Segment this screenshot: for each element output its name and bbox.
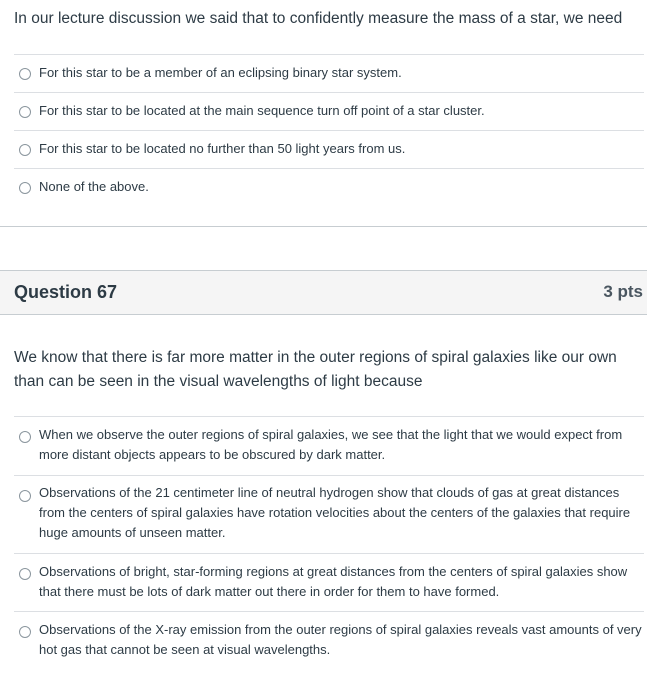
answer-option[interactable] bbox=[14, 168, 644, 206]
answer-label[interactable]: None of the above. bbox=[39, 179, 149, 194]
answer-label[interactable]: For this star to be located at the main sequence turn off point of a star cluster. bbox=[39, 103, 485, 118]
answer-option[interactable] bbox=[14, 92, 644, 130]
answer-option[interactable] bbox=[14, 54, 644, 92]
question-67-answers bbox=[14, 416, 644, 669]
radio-button[interactable] bbox=[19, 144, 31, 156]
answer-option[interactable] bbox=[14, 553, 644, 611]
radio-button[interactable] bbox=[19, 182, 31, 194]
radio-button[interactable] bbox=[19, 568, 31, 580]
question-67-header bbox=[0, 270, 647, 315]
question-66-answers bbox=[14, 54, 644, 206]
answer-option[interactable] bbox=[14, 416, 644, 475]
radio-button[interactable] bbox=[19, 106, 31, 118]
question-66-text: In our lecture discussion we said that to confidently measure the mass of a star, we need bbox=[14, 10, 623, 27]
answer-label[interactable]: Observations of bright, star-forming regions at great distances from the centers of spiral galaxies show that there must be lots of dark matter out there in order for them to have formed. bbox=[39, 564, 628, 599]
question-title: Question 67 bbox=[14, 282, 118, 302]
radio-button[interactable] bbox=[19, 626, 31, 638]
answer-option[interactable] bbox=[14, 475, 644, 553]
radio-button[interactable] bbox=[19, 431, 31, 443]
radio-button[interactable] bbox=[19, 490, 31, 502]
answer-option[interactable] bbox=[14, 130, 644, 168]
question-divider bbox=[0, 226, 647, 227]
question-points: 3 pts bbox=[603, 282, 643, 301]
answer-option[interactable] bbox=[14, 611, 644, 669]
question-67-text: We know that there is far more matter in the outer regions of spiral galaxies like our own than can be seen in the visual wavelengths of light because bbox=[14, 349, 617, 390]
answer-label[interactable]: For this star to be located no further than 50 light years from us. bbox=[39, 141, 406, 156]
radio-button[interactable] bbox=[19, 68, 31, 80]
answer-label[interactable]: For this star to be a member of an eclipsing binary star system. bbox=[39, 65, 402, 80]
answer-label[interactable]: Observations of the 21 centimeter line of neutral hydrogen show that clouds of gas at great distances from the centers of spiral galaxies have rotation velocities about the centers of the galaxies that require huge amounts of unseen matter. bbox=[39, 485, 631, 540]
answer-label[interactable]: Observations of the X-ray emission from the outer regions of spiral galaxies reveals vast amounts of very hot gas that cannot be seen at visual wavelengths. bbox=[39, 622, 642, 657]
answer-label[interactable]: When we observe the outer regions of spiral galaxies, we see that the light that we would expect from more distant objects appears to be obscured by dark matter. bbox=[39, 427, 623, 462]
